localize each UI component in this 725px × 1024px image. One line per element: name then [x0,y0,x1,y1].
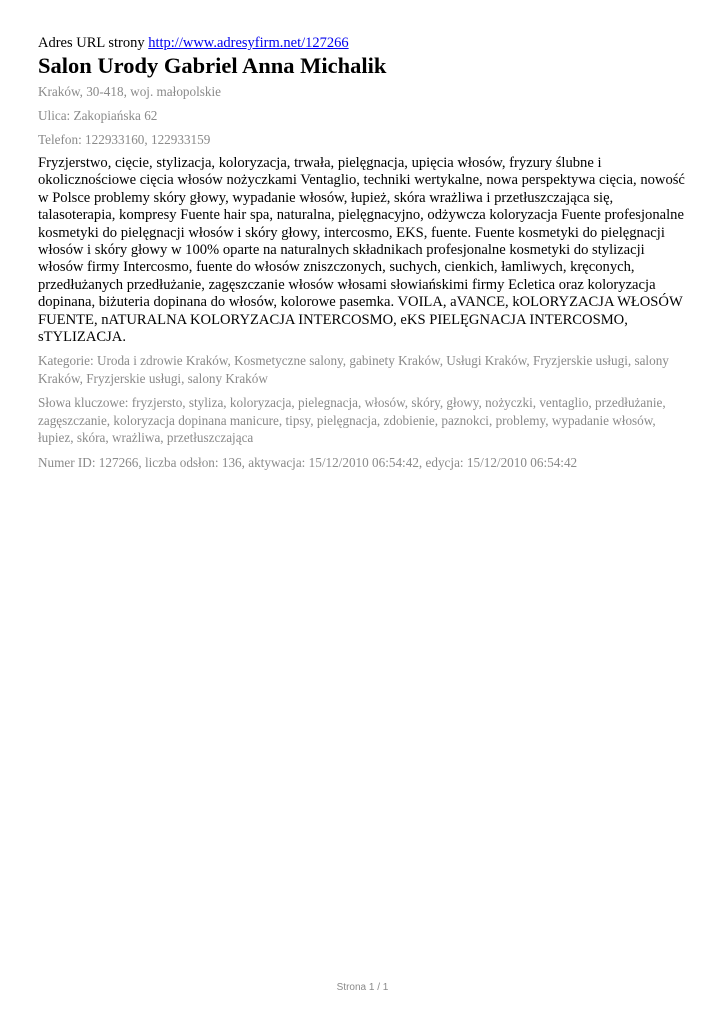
page-number: Strona 1 / 1 [336,982,389,993]
company-description: Fryzjerstwo, cięcie, stylizacja, koloryzacja, trwała, pielęgnacja, upięcia włosów, fryzury ślubne i okolicznościowe cięcia włosów nożyczkami Ventaglio, techniki wertykalne, nowa perspektywa cięcia, nowość w Polsce problemy skóry głowy, wypadanie włosów, łupież, skóra wrażliwa i przetłuszczająca się, talasoterapia, kompresy Fuente hair spa, naturalna, pielęgnacyjno, odżywcza koloryzacja Fuente profesjonalne kosmetyki do pielęgnacji włosów i skóry głowy, intercosmo, EKS, fuente. Fuente kosmetyki do pielęgnacji włosów i skóry głowy w 100% oparte na naturalnych składnikach profesjonalne kosmetyki do stylizacji włosów firmy Intercosmo, fuente do włosów zniszczonych, suchych, cienkich, łamliwych, kręconych, przedłużanych przedłużanie, zagęszczanie włosów włosami słowiańskimi firmy Ecletica oraz koloryzacja dopinana, biżuteria dopinana do włosów, kolorowe pasemka. VOILA, aVANCE, kOLORYZACJA WŁOSÓW FUENTE, nATURALNA KOLORYZACJA INTERCOSMO, eKS PIELĘGNACJA INTERCOSMO, sTYLIZACJA. [38,155,685,346]
keywords-line: Słowa kluczowe: fryzjersto, styliza, koloryzacja, pielegnacja, włosów, skóry, głowy, nożyczki, ventaglio, przedłużanie, zagęszczanie, koloryzacja dopinana manicure, tipsy, pielęgnacja, zdobienie, paznokci, problemy, wypadanie włosów, łupiez, skóra, wrażliwa, przetłuszczająca [38,395,666,446]
document-page [38,34,690,478]
company-url-link[interactable]: http://www.adresyfirm.net/127266 [148,35,349,51]
record-info-line: Numer ID: 127266, liczba odsłon: 136, aktywacja: 15/12/2010 06:54:42, edycja: 15/12/2010 06:54:42 [38,454,578,470]
company-title: Salon Urody Gabriel Anna Michalik [38,53,387,78]
url-line [38,34,690,52]
categories-line: Kategorie: Uroda i zdrowie Kraków, Kosmetyczne salony, gabinety Kraków, Usługi Kraków, Fryzjerskie usługi, salony Kraków, Fryzjerskie usługi, salony Kraków [38,353,669,386]
city-line: Kraków, 30-418, woj. małopolskie [38,84,222,99]
street-line: Ulica: Zakopiańska 62 [38,108,158,123]
url-label: Adres URL strony [38,35,145,51]
phone-line: Telefon: 122933160, 122933159 [38,132,211,147]
